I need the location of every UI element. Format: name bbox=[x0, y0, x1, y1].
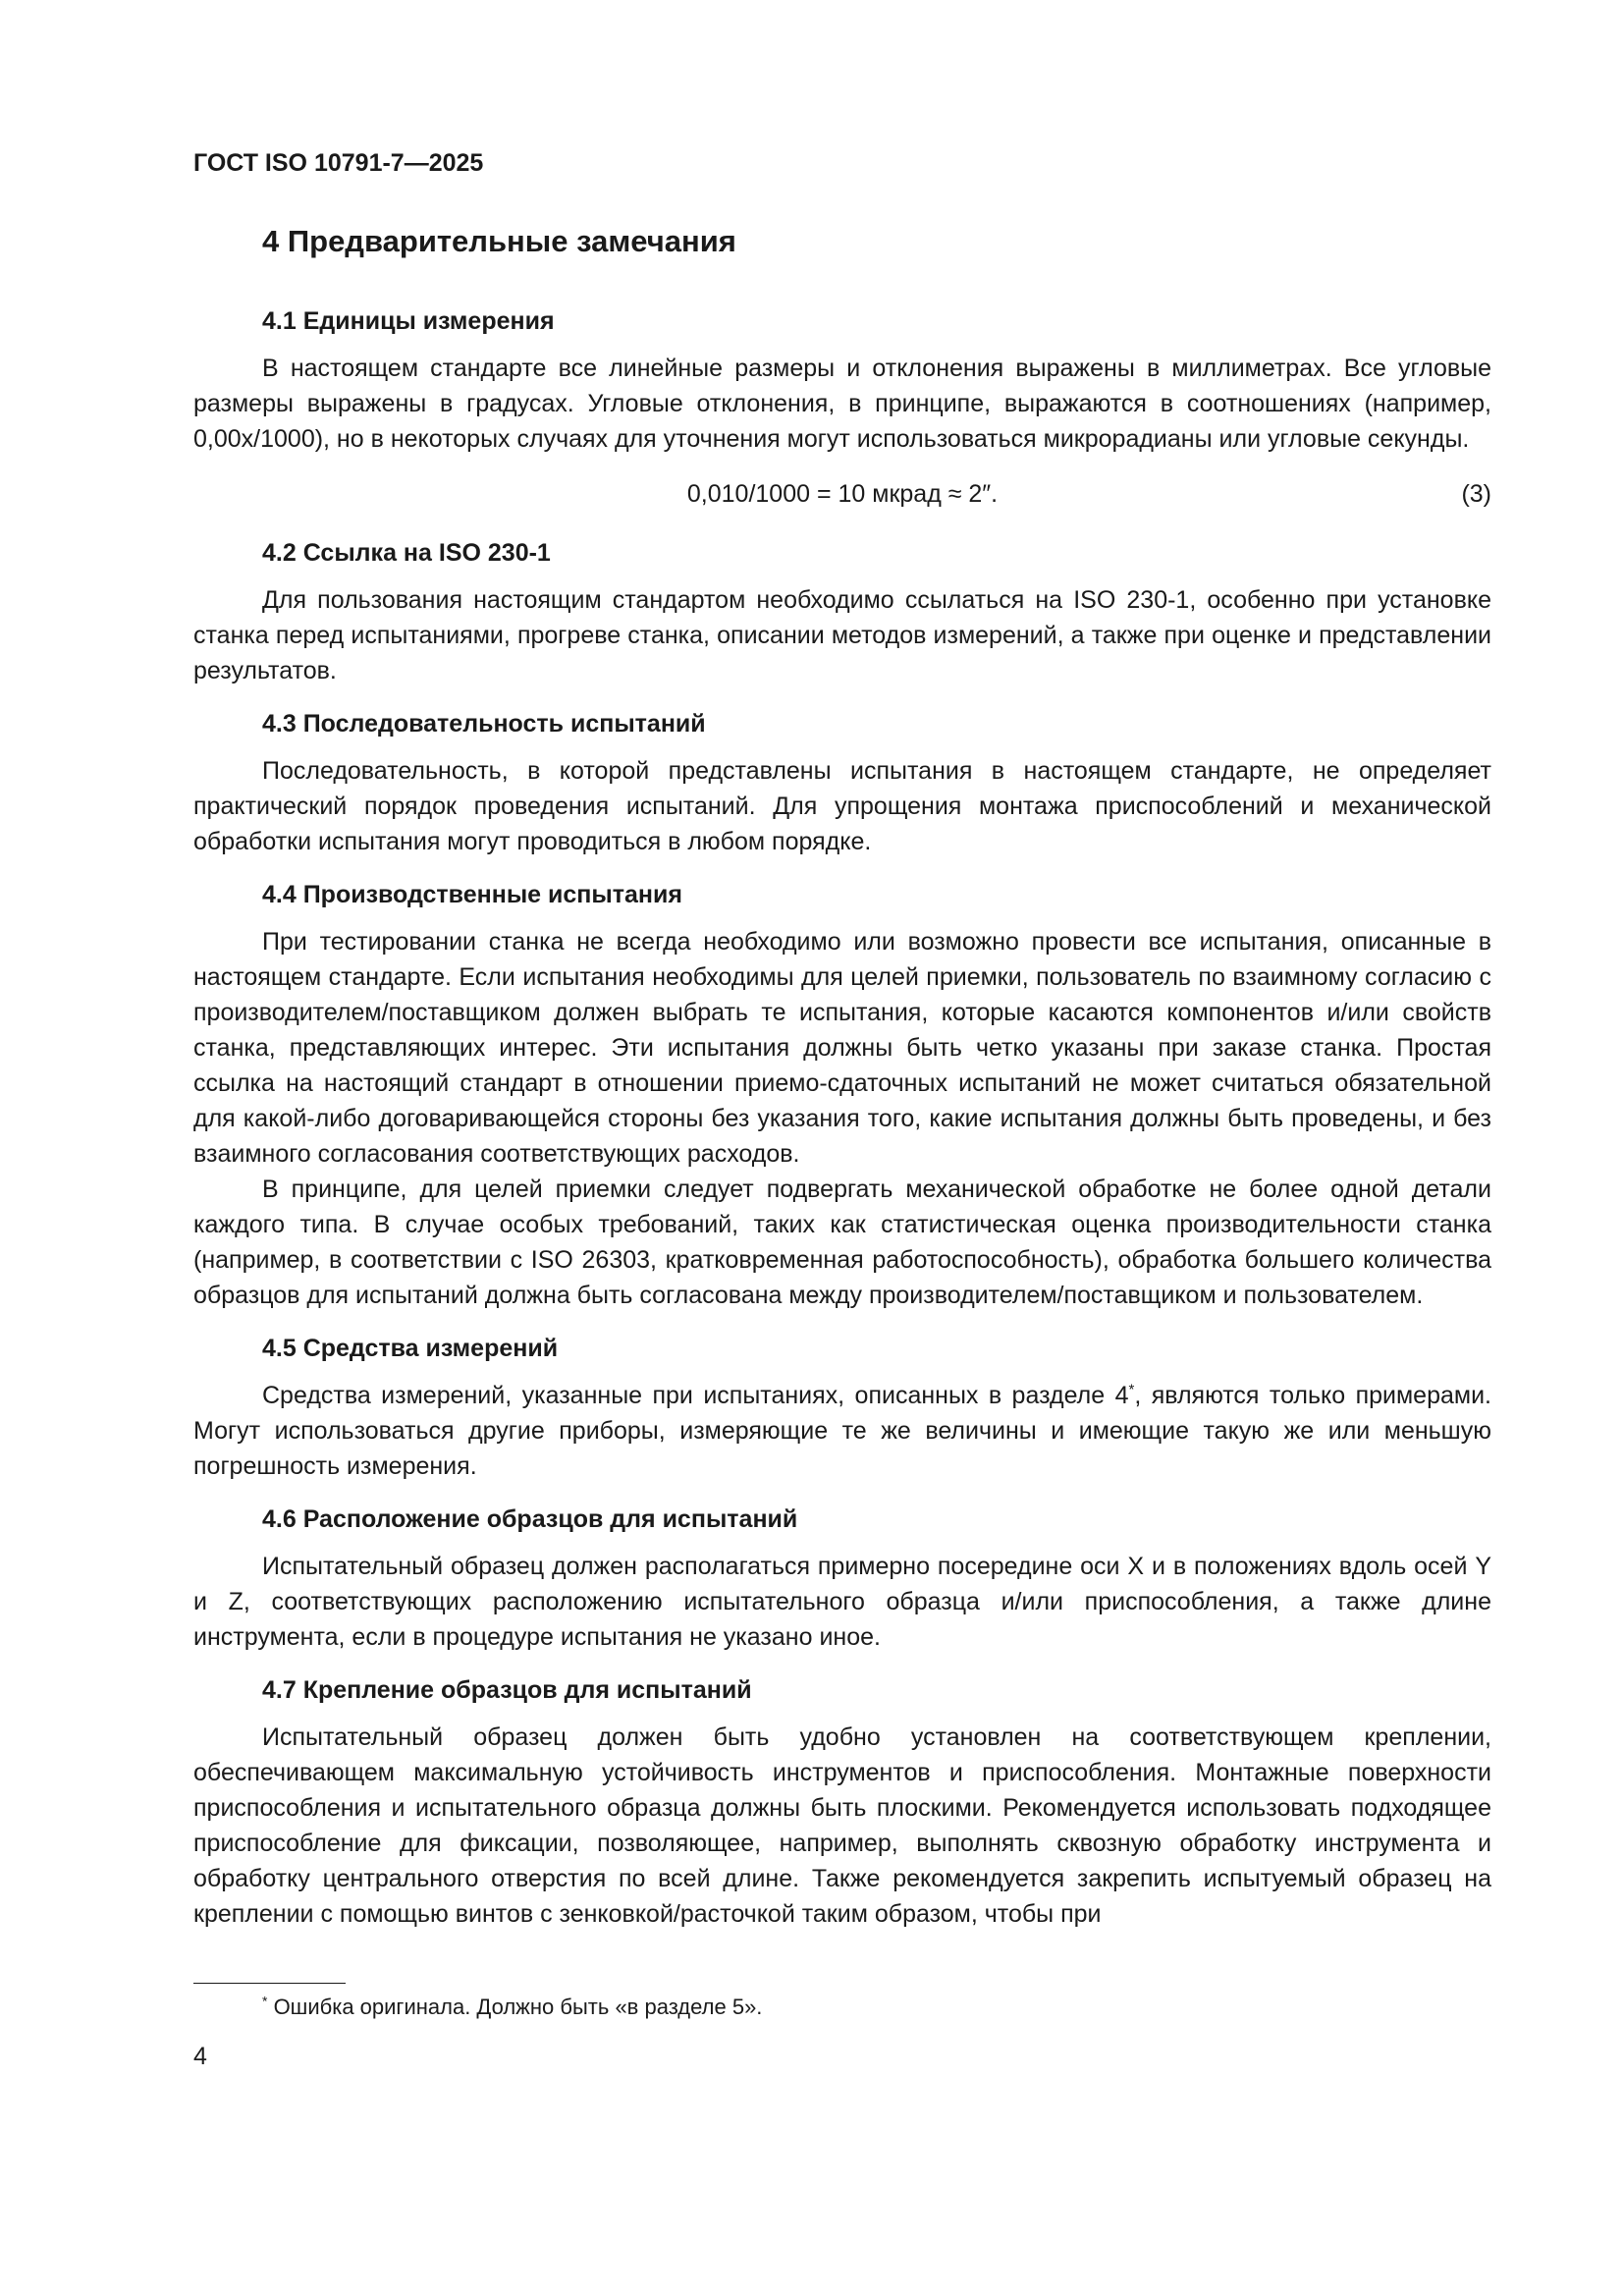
section-4-1 bbox=[193, 303, 1491, 512]
subsection-title: 4.6 Расположение образцов для испытаний bbox=[262, 1505, 798, 1533]
subsection-title: 4.3 Последовательность испытаний bbox=[262, 710, 706, 738]
paragraph-text: , являются только примерами. Могут использоваться другие приборы, измеряющие те же величины и имеющие такую же или меньшую погрешность измерения. bbox=[193, 1382, 1491, 1480]
section-4-3 bbox=[193, 706, 1491, 859]
section-4-2 bbox=[193, 535, 1491, 688]
formula-number: (3) bbox=[1461, 480, 1491, 508]
paragraph: Испытательный образец должен быть удобно установлен на соответствующем креплении, обеспечивающем максимальную устойчивость инструментов и приспособления. Монтажные поверхности приспособления и испытательного образца должны быть плоскими. Рекомендуется использовать подходящее приспособление для фиксации, позволяющее, например, выполнять сквозную обработку инструмента и обработку центрального отверстия по всей длине. Также рекомендуется закрепить испытуемый образец на креплении с помощью винтов с зенковкой/расточкой таким образом, чтобы при bbox=[193, 1723, 1491, 1928]
subsection-title: 4.4 Производственные испытания bbox=[262, 881, 682, 908]
subsection-title: 4.7 Крепление образцов для испытаний bbox=[262, 1676, 752, 1704]
formula-row bbox=[193, 476, 1491, 512]
paragraph: Последовательность, в которой представлены испытания в настоящем стандарте, не определяет практический порядок проведения испытаний. Для упрощения монтажа приспособлений и механической обработки испытания могут проводиться в любом порядке. bbox=[193, 757, 1491, 855]
subsection-title: 4.1 Единицы измерения bbox=[262, 307, 555, 335]
footnote-text: Ошибка оригинала. Должно быть «в разделе 5». bbox=[267, 1995, 763, 2019]
paragraph: Для пользования настоящим стандартом необходимо ссылаться на ISO 230-1, особенно при установке станка перед испытаниями, прогреве станка, описании методов измерений, а также при оценке и представлении результатов. bbox=[193, 586, 1491, 684]
footnote-divider bbox=[193, 1983, 346, 1984]
section-4-5 bbox=[193, 1331, 1491, 1484]
page-content bbox=[193, 222, 1491, 1949]
section-4-4 bbox=[193, 877, 1491, 1313]
section-title: 4 Предварительные замечания bbox=[262, 224, 736, 258]
footnote-marker: * bbox=[262, 1993, 268, 2009]
subsection-title: 4.5 Средства измерений bbox=[262, 1335, 559, 1362]
paragraph: В принципе, для целей приемки следует подвергать механической обработке не более одной детали каждого типа. В случае особых требований, таких как статистическая оценка производительности станка (например, в соответствии с ISO 26303, кратковременная работоспособность), обработка большего количества образцов для испытаний должна быть согласована между производителем/поставщиком и пользователем. bbox=[193, 1175, 1491, 1309]
section-4-6 bbox=[193, 1502, 1491, 1655]
page-number: 4 bbox=[193, 2043, 207, 2070]
paragraph-text: Средства измерений, указанные при испытаниях, описанных в разделе 4 bbox=[262, 1382, 1129, 1409]
paragraph: При тестировании станка не всегда необходимо или возможно провести все испытания, описанные в настоящем стандарте. Если испытания необходимы для целей приемки, пользователь по взаимному согласию с производителем/поставщиком должен выбрать те испытания, которые касаются компонентов и/или свойств станка, представляющих интерес. Эти испытания должны быть четко указаны при заказе станка. Простая ссылка на настоящий стандарт в отношении приемо-сдаточных испытаний не может считаться обязательной для какой-либо договаривающейся стороны без указания того, какие испытания должны быть проведены, и без взаимного согласования соответствующих расходов. bbox=[193, 928, 1491, 1168]
footnote-marker[interactable]: * bbox=[1128, 1381, 1135, 1398]
paragraph: Испытательный образец должен располагаться примерно посередине оси X и в положениях вдоль осей Y и Z, соответствующих расположению испытательного образца и/или приспособления, а также длине инструмента, если в процедуре испытания не указано иное. bbox=[193, 1553, 1491, 1651]
paragraph bbox=[193, 1378, 1491, 1484]
formula: 0,010/1000 = 10 мкрад ≈ 2″. bbox=[686, 480, 999, 508]
section-4-7 bbox=[193, 1672, 1491, 1932]
subsection-title: 4.2 Ссылка на ISO 230-1 bbox=[262, 539, 551, 567]
paragraph: В настоящем стандарте все линейные размеры и отклонения выражены в миллиметрах. Все угловые размеры выражены в градусах. Угловые отклонения, в принципе, выражаются в соотношениях (например, 0,00x/1000), но в некоторых случаях для уточнения могут использоваться микрорадианы или угловые секунды. bbox=[193, 355, 1491, 453]
document-header: ГОСТ ISO 10791-7—2025 bbox=[193, 149, 484, 177]
footnote bbox=[262, 1993, 762, 2022]
